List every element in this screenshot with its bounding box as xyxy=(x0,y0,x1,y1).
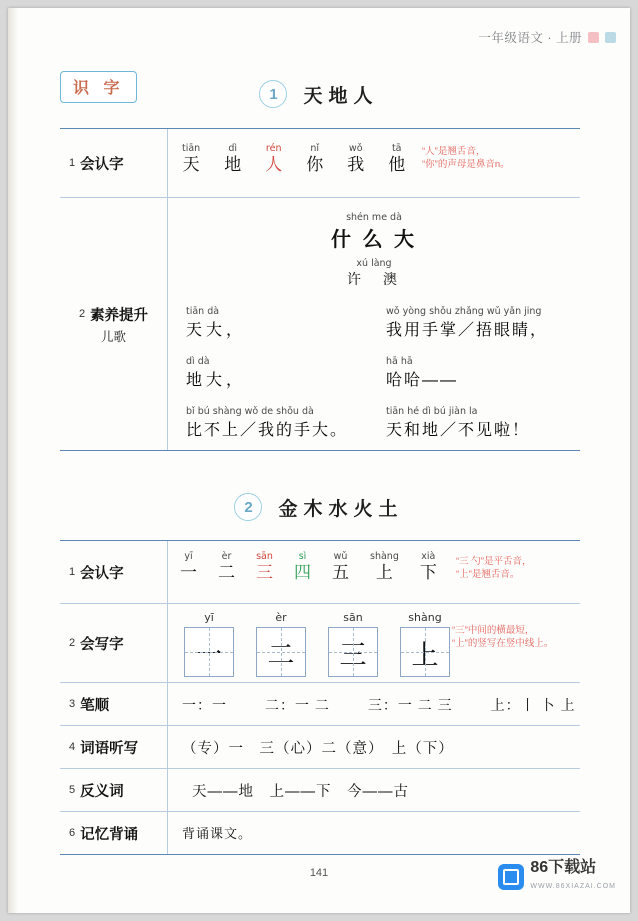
char-unit: shàng 上 xyxy=(370,551,399,582)
rhyme-line: hā hā 哈哈—— xyxy=(386,356,459,389)
char-unit: èr 二 xyxy=(218,551,235,582)
table-row xyxy=(60,812,580,854)
annotation-note: “三”中间的横最短， “上”的竖写在竖中线上。 xyxy=(452,625,554,649)
char-unit: wǒ 我 xyxy=(347,143,365,174)
lesson-2-number: 2 xyxy=(234,493,262,521)
grid-char: shàng 上 xyxy=(400,611,450,677)
char-list xyxy=(182,143,405,176)
table-row xyxy=(60,726,580,769)
lesson-1-number: 1 xyxy=(259,80,287,108)
row-label-write: 2 会写字 xyxy=(60,604,168,682)
row-label-recite: 6 记忆背诵 xyxy=(60,812,168,854)
row-label-dictation: 4 词语听写 xyxy=(60,726,168,768)
char-unit: yī 一 xyxy=(180,551,197,582)
lesson-2-title-row xyxy=(8,493,630,521)
char-unit: sān 三 xyxy=(256,551,273,582)
lesson-1-title-row xyxy=(8,80,630,108)
char-unit: dì 地 xyxy=(224,143,242,174)
rhyme-cell xyxy=(168,198,580,450)
grid-char: yī 一 xyxy=(184,611,234,677)
row-label-antonyms: 5 反义词 xyxy=(60,769,168,811)
char-unit: sì 四 xyxy=(294,551,311,582)
row-label-recognize: 1 会认字 xyxy=(60,129,168,197)
annotation-note: “人”是翘舌音， “你”的声母是鼻音n。 xyxy=(422,146,510,170)
header-title: 一年级语文 · 上册 xyxy=(478,31,582,45)
char-unit: rén 人 xyxy=(265,143,283,174)
rhyme-line: bǐ bú shàng wǒ de shǒu dà 比不上／我的手大。 xyxy=(186,406,349,439)
grid-char: èr 二 xyxy=(256,611,306,677)
table-row xyxy=(60,769,580,812)
strokes-cell xyxy=(168,683,580,725)
char-list xyxy=(180,551,437,584)
table-row xyxy=(60,683,580,726)
annotation-note: “三 勺”是平舌音， “上”是翘舌音。 xyxy=(456,556,532,580)
lesson-2-name: 金木水火土 xyxy=(278,498,404,520)
write-boxes-cell xyxy=(168,604,580,682)
watermark xyxy=(498,860,616,893)
table-row xyxy=(60,198,580,450)
row-label-recognize-2: 1 会认字 xyxy=(60,541,168,603)
rhyme-line: wǒ yòng shǒu zhǎng wǔ yǎn jing 我用手掌／捂眼睛， xyxy=(386,306,549,339)
table-row xyxy=(60,541,580,604)
table-row xyxy=(60,129,580,198)
rhyme-left-column xyxy=(186,306,348,440)
lesson-1-table xyxy=(60,128,580,451)
char-unit: tiān 天 xyxy=(182,143,201,174)
lesson-1-name: 天地人 xyxy=(303,85,379,107)
row-label-strokes: 3 笔顺 xyxy=(60,683,168,725)
pink-square-icon xyxy=(588,32,599,43)
lesson-2-table xyxy=(60,540,580,855)
antonyms-cell: 天——地 上——下 今——古 xyxy=(192,784,409,800)
char-unit: wǔ 五 xyxy=(332,551,349,582)
watermark-title: 86下载站 xyxy=(530,859,597,876)
recognize-chars-cell-2 xyxy=(168,541,580,603)
unit-tag: 识 字 xyxy=(60,71,137,103)
row-label-literacy: 2 素养提升 儿歌 xyxy=(60,198,168,450)
watermark-subtitle: WWW.86XIAZAI.COM xyxy=(530,883,616,890)
blue-square-icon xyxy=(605,32,616,43)
dictation-cell: （专）一 三（心）二（意） 上（下） xyxy=(182,741,454,757)
stroke-list: 一：一 二：一 二 三：一 二 三 上：丨 卜 上 xyxy=(182,697,576,713)
char-unit: tā 他 xyxy=(388,143,406,174)
recite-cell: 背诵课文。 xyxy=(182,826,253,841)
char-unit: xià 下 xyxy=(419,551,437,582)
page-header xyxy=(478,28,616,46)
char-unit: nǐ 你 xyxy=(306,143,324,174)
rhyme-right-column xyxy=(386,306,548,440)
rhyme-heading: shén me dà 什 么 大 xú làng 许 澳 xyxy=(330,212,418,287)
app-logo-icon xyxy=(498,864,524,890)
table-row xyxy=(60,604,580,683)
rhyme-line: tiān dà 天大， xyxy=(186,306,247,339)
document-page xyxy=(8,8,630,913)
rhyme-line: dì dà 地大， xyxy=(186,356,247,389)
recognize-chars-cell xyxy=(168,129,580,197)
grid-char: sān 三 xyxy=(328,611,378,677)
rhyme-line: tiān hé dì bú jiàn la 天和地／不见啦！ xyxy=(386,406,531,439)
grid-box-list xyxy=(184,611,450,677)
page-number: 141 xyxy=(309,867,329,879)
